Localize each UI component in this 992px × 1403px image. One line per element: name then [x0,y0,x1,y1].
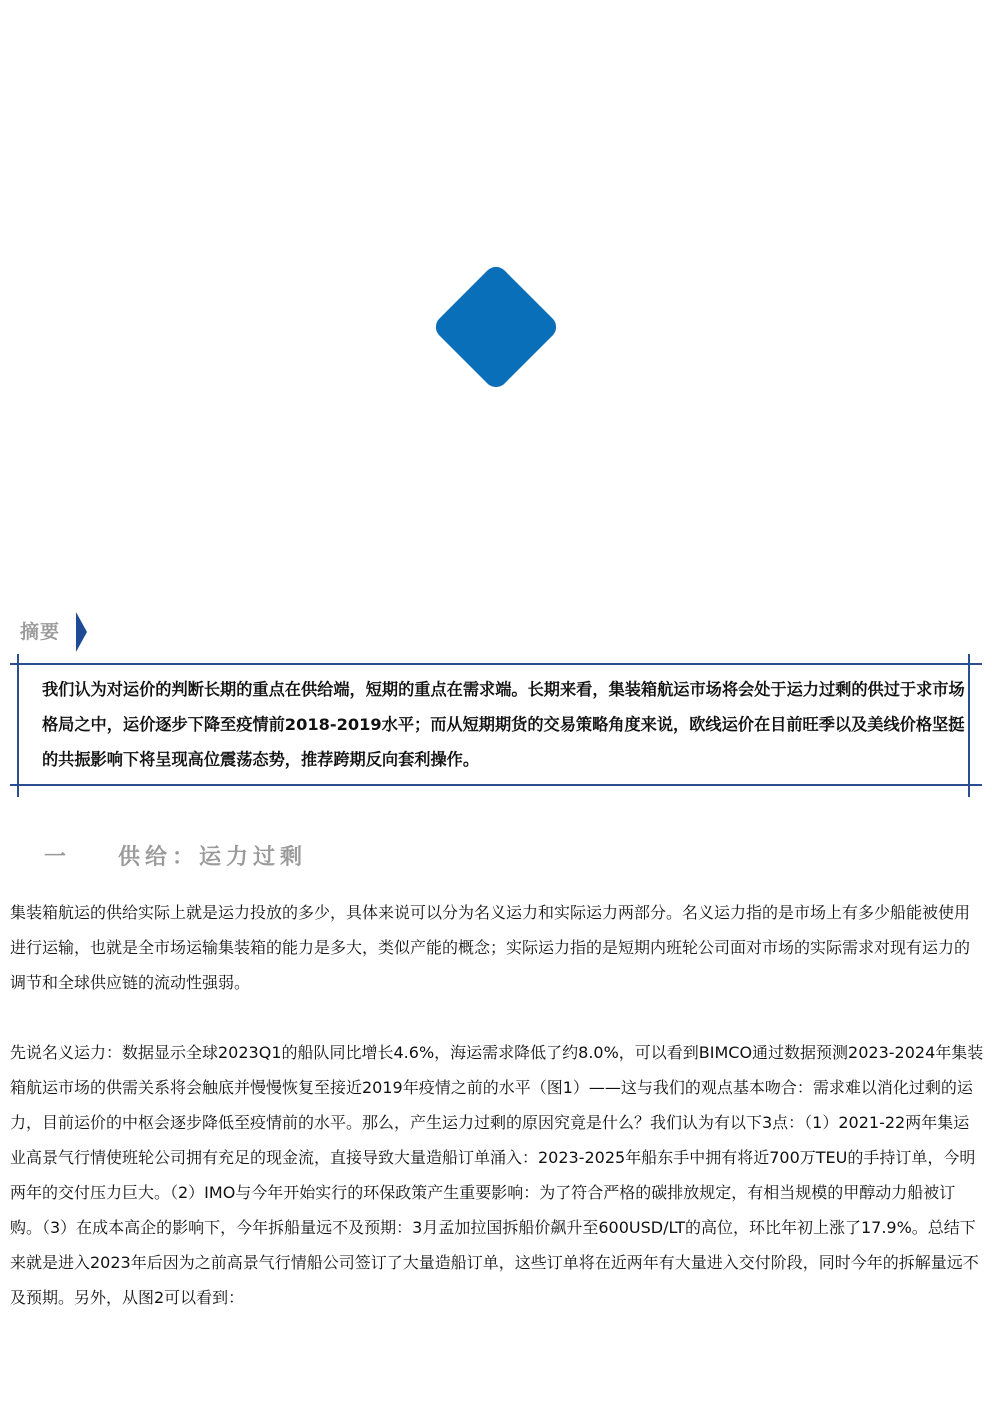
abstract-text: 我们认为对运价的判断长期的重点在供给端，短期的重点在需求端。长期来看，集装箱航运市场将会处于运力过剩的供过于求市场格局之中，运价逐步下降至疫情前2018-2019水平；而从短期期货的交易策略角度来说，欧线运价在目前旺季以及美线价格坚挺的共振影响下将呈现高位震荡态势，推荐跨期反向套利操作。 [42,680,965,769]
section-title: 供给：运力过剩 [118,845,308,870]
abstract-label: 摘要 [20,621,61,643]
body-paragraph: 先说名义运力：数据显示全球2023Q1的船队同比增长4.6%，海运需求降低了约8.0%，可以看到BIMCO通过数据预测2023-2024年集装箱航运市场的供需关系将会触底并慢慢恢复至接近2019年疫情之前的水平（图1）——这与我们的观点基本吻合：需求难以消化过剩的运力，目前运价的中枢会逐步降低至疫情前的水平。那么，产生运力过剩的原因究竟是什么？我们认为有以下3点：（1）2021-22两年集运业高景气行情使班轮公司拥有充足的现金流，直接导致大量造船订单涌入：2023-2025年船东手中拥有将近700万TEU的手持订单，今明两年的交付压力巨大。（2）IMO与今年开始实行的环保政策产生重要影响：为了符合严格的碳排放规定，有相当规模的甲醇动力船被订购。（3）在成本高企的影响下，今年拆船量远不及预期：3月孟加拉国拆船价飙升至600USD/LT的高位，环比年初上涨了17.9%。总结下来就是进入2023年后因为之前高景气行情船公司签订了大量造船订单，这些订单将在近两年有大量进入交付阶段，同时今年的拆解量远不及预期。另外，从图2可以看到： [10,1043,984,1307]
chevron-right-icon [76,612,88,652]
abstract-box [10,654,982,797]
diamond-logo-icon [424,255,568,399]
body-paragraph: 集装箱航运的供给实际上就是运力投放的多少，具体来说可以分为名义运力和实际运力两部分。名义运力指的是市场上有多少船能被使用进行运输，也就是全市场运输集装箱的能力是多大，类似产能的概念；实际运力指的是短期内班轮公司面对市场的实际需求对现有运力的调节和全球供应链的流动性强弱。 [10,903,971,992]
section-number: 一 [44,845,67,870]
